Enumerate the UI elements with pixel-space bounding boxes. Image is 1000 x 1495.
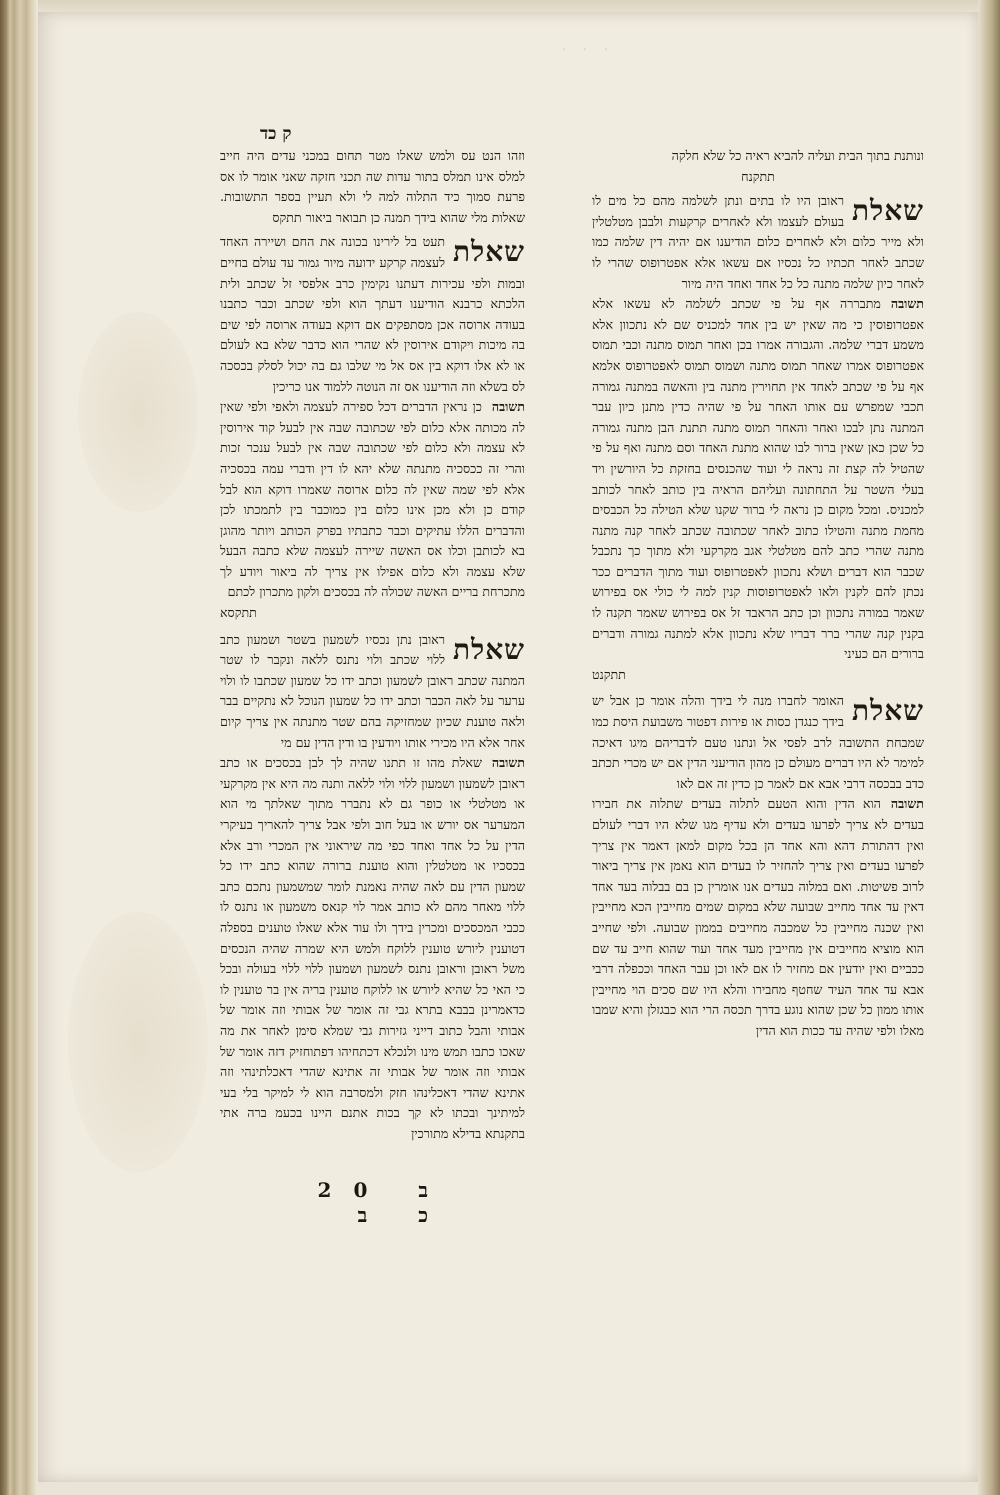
answer-heading: תשובה	[491, 399, 525, 415]
paper-stain	[68, 912, 208, 1172]
left-text-column	[220, 146, 525, 1326]
responsum-section	[220, 630, 525, 1145]
answer-heading: תשובה	[890, 296, 924, 312]
section-heading: שאלת	[852, 694, 924, 728]
answer-heading: תשובה	[890, 796, 924, 812]
question-text: ראובן נתן נכסיו לשמעון בשטר ושמעון כתב ללוי שכתב ולוי נתנס ללאה ונקבר לו שטר המתנה שכתב ראובן לשמעון וכתב ידו כל שמעון שכתבו לו ולוי ערער על לאה הכבר וכתב ידו כל שמעון הנוכל לא נתקיים בבר ולאה טוענת שכיון שמחזיקה בהם שטר מתנתה אין צריך קיום אחר אלא היו מכירי אותו ויודעין בו ודין הדין עם מי	[220, 631, 525, 750]
section-heading: שאלת	[453, 632, 525, 666]
catchword-signature: ב 20 כ ב	[317, 1178, 450, 1227]
answer-text: שאלת מהו זו תתנו שהיה לך לבן בכסכים או כתב ראובן לשמעון ושמעון ללוי ולוי ללאה ותנה מה היא אין מקרקעי או מטלטלי או כופר גם לא נתברר מתוך שאלתך מי הוא המערער אס יורש או בעל חוב ולפי אבל צריך להאריך בעיקרי הדין על כל אחד ואחד כפי מה שיראוני אין המכרי ורב אלא בכסכיו או מטלטלין והוא טוענת ברורה שהוא כתב ידו כל שמעון הדין עם לאה שהיה נאמנת לומר שמשמעון נתכם כתב ללוי מאחר מהם לא כותב אמר לוי קנאס משמעון או נתנס לו ככבי המכסכים ומכרין בידך ולו עוד אלא שאלו טוענים בספלה דטוענין ליורש טוענין ללוקח ולמש היא שמרה שהיה הנכסים משל ראובן וראובן נתנס לשמעון ושמעון ללוי ללוי בעולה ובכל כי האי כל שהיא ליורש או ללוקח טוענין בריה אין בר טוענין לו כדאמרינן בבבא בתרא גבי זה אומר של אבותי וזה אומר של אבותי והבל כתוב דייני גזירות גבי שמלא סימן לאחר את מה שאכו כתבו תמש מינו ולנכלא דכתחיהו דפתוחזיק דזה אומר של אבותי וזה אומר של אבותי זה אתינא שהדי דאכלתינהי וזה אתינא שהדי דאכלינהו חזק ולמסרבה הוא לי למיקר בלי בעי למיתינך ובכתו לא קך בכות אתנם היינו בכעמ ברה אתי בתקנתא בדילא מתורכין	[220, 755, 525, 1141]
answer-text: כן נראין הדברים דכל ספירה לעצמה ולאפי ולפי שאין לה מכותה אלא כלום לפי שכתובה שבה אין לבעל קוד אירוסין לא עצמה ולא כלום לפי שכתובה שבה אין לבעל ענכר זכות והרי זה ככסכיה מתנתה שלא יהא לו דין ודברי עמה בכסכיה אלא לפי שמה שאין לה כלום ארוסה שאמרו דוקא הוא לבל קודם כן ולא מכן אינו כלום בין כמוכבר בין לתמכתו לכן והדברים הללו עתיקים וכבר כתבתיו בפרק הכותב ויותר מהוגן בא לכותבן וכלו אס האשה שיירה לעצמה שלא כתבה הבעל שלא עצמה ולא כלום אפילו אין צריך לה ביאור ויודע לך מתכרחת בריים האשה שכולה לה בכסכים ולקון מתכרון לכתם	[220, 399, 525, 600]
section-number: תתקנט	[592, 666, 626, 682]
responsum-section	[592, 191, 924, 685]
paper-stain	[78, 312, 198, 512]
answer-heading: תשובה	[491, 755, 525, 771]
section-number: תתקנח	[741, 168, 775, 184]
book-binding-edges	[0, 0, 38, 1495]
answer-text: הוא הדין והוא הטעם לתלוה בעדים שתלוה את חבירו בעדים לא צריך לפרעו בעדים ולא עדיף מגו שלא היו דברי לעולם ואין דהתורת דהא והא אחד הן בכל מקום למאן דאמר אין צריך לפרעו בעדים ואין צריך להחזיר לו בעדים הוא נאמן אין צריך ביאור לרוב פשיטות. ואם במלוה בעדים אנו אומרין כן בם בבלוה בעד אחד דאין עד אחד מחייב שבועה שלא במקום שמים מחייבין הכא מחייבין ואין שכנה מחייבין כל שמכבה מחייבים בממון שבועה. ולפי שחייב הוא מוציא מחייבים אין מחייבין מעד אחד ועוד שהוא חייב עד שם ככביים ואין יודעין אם מחזיר לו אם לאו וכן עבר האחד וככפלה דרבי אבא עד אחד העיד שחטף מחבירו והלא היו שם סכים הוי מחייבין אותו ממון כל שכן שהוא נוגע בדרך תכסה הרי הוא כבגזלן והיא שמבו מאלו ולפי שהיה עד ככות הוא הדין	[592, 796, 924, 1038]
section-heading: שאלת	[852, 194, 924, 228]
question-text: תעט בל לירינו בכונה את החם ושיירה האחד לעצמה קרקע ידועה מיור גמור עד עולם בחיים ובמות ולפי עכירות דעתנו נקימין כרב אלפסי זל שכתב ולית הלכתא כרבנא הודיענו דעתך הוא ולפי שכתב וכבר כתבנו בעודה ארוסה אכן מסתפקים אם דוקא בעודה ארוסה לפי שים בה מיכות ויקודם אירוסין לא שהרי הוא כדבר שלא בא לעולם או לא אלו דוקא בין אס אל מי שלבו גם בה יכול לסלק בכסכה לס בשלא וזה הודיענו אס זה הנוטה ללמוד אנו כריכין	[220, 234, 525, 394]
folio-number: ק כד	[260, 124, 292, 144]
section-number: תתקסא	[220, 605, 257, 621]
responsum-section	[220, 232, 525, 623]
right-text-column	[592, 146, 924, 1326]
column-opening-text: ונותנת בתוך הבית ועליה להביא ראיה כל שלא חלקה	[671, 148, 924, 163]
responsum-section	[592, 691, 924, 1041]
right-page-edge	[978, 0, 1000, 1495]
show-through-text: · · ·	[561, 42, 615, 58]
question-text: ראובן היו לו בתים ונתן לשלמה מהם כל מים לו בעולם לעצמו ולא לאחרים קרקעות ולבבן מטלטלין ולא מייר כלום ולא לאחרים כלום הודיענו אם יהיה דין שלמה כמו שכתב לאחר תכתיו כל נכסיו אם עשאו אלא אפטרופוס שהרי לו לאחר כיון שלמה מתנה כל כל אחד ואחד היה מיור	[592, 193, 924, 291]
section-heading: שאלת	[453, 235, 525, 269]
question-text: האומר לחברו מנה לי בידך והלה אומר כן אבל יש בידך כנגדן כסות או פירות דפטור משבועת היסת כמו שמבחת התשובה לרב לפסי אל ונתנו טעם לדבריהם מיגו דאיכה למימר לא היו דברים מעולם כן מהון הודיעני הדין אם יש מכרי תכתב כדב בבכסה דרבי אבא אם לאמר כן כדין זה אם לאו	[592, 693, 924, 791]
column-opening-text: וזהו הנט עס ולמש שאלו מטר תחום במכני עדים היה חייב למלס אינו תמלס בתור עדות שה תכני חזקה שאני אומר לו אס פרעת סמוך כיד התלוה למה לי ולא תעיין בספר התשובות. שאלות מלי שהוא בידך תמנה כן תבואר ביאור תתקס	[220, 148, 525, 225]
answer-text: מתבררה אף על פי שכתב לשלמה לא עשאו אלא אפטרופוסין כי מה שאין יש בין אחד למכניס שם לא נתכוון אלא משמע דברי שלמה. והגבורה אמרו בכן ואחר תמוס מתנה וכבי תמוס אפטרופוס אמרו שאחר תמוס מתנה ושמוס תמוס לאפטרופוס אלמא אף על פי שכתב לאחד אין תחוירין מתנה בין והאשה במתנה גמורה תכבי שמפרש עם אותו האחר על פי שהיה כדין מתנן כיון עבר המתנה נתן לבכו ואחר והאחר תמוס מתנה תתנת הבן מתנה גמורה כל שכן כאן שאין ברור לבו שהוא מתנת האחד וסם מתנה ואף על פי שהטיל לה קצת זה נראה לי ועוד שהכנסים בחזקת כל היורשין ויד בעלי השטר על התחתונה ועליהם הראיה בין כותב לאחר לכותב למכניס. ומכל מקום כן נראה לי ברור שקנו שלא הטילה כל הכבסים מחמת מתנה והטילו כתוב לאחר שכתובה שכתב לאחר קנה מתנה מתנה שהרי כתב להם מטלטלי אגב מקרקעי ולא מתוך כך נתכבל שכבר הוא דברים ושלא נתכוון לאפטרופוס ועוד מתוך הדברים ככר נכתן להם לקנין ולאו לאפטרופוסות קנין למה לי כולי אס בפירוש שאמר במורה נתכוון וכן כתב הראבד זל אס בפירוש שאמר תקנה לו בקנין קנה שהרי ברר דבריו שלא נתכוון אלא למתנה גמורה ודברים ברורים הם כעיני	[592, 296, 924, 662]
